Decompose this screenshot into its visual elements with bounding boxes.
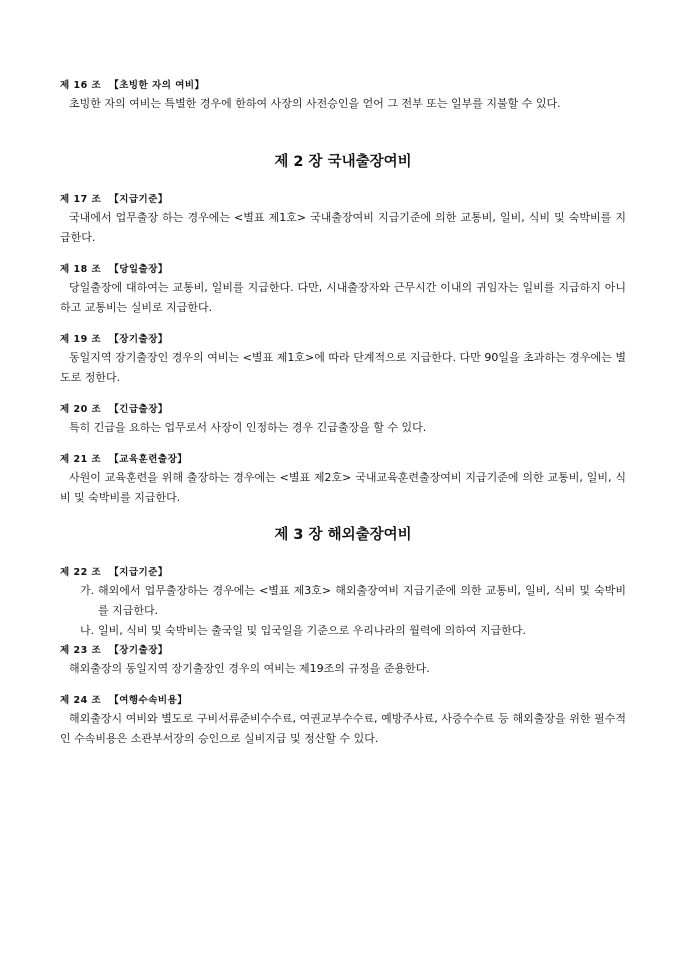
article-title: 【장기출장】 xyxy=(109,334,168,345)
article-title: 【여행수속비용】 xyxy=(109,695,188,706)
article-20-body: 특히 긴급을 요하는 업무로서 사장이 인정하는 경우 긴급출장을 할 수 있다. xyxy=(69,421,427,434)
list-item xyxy=(60,581,626,621)
article-20-heading xyxy=(60,402,626,418)
article-19-body: 동일지역 장기출장인 경우의 여비는 <별표 제1호>에 따라 단계적으로 지급한다. 다만 90일을 초과하는 경우에는 별도로 정한다. xyxy=(60,351,626,384)
article-title: 【초빙한 자의 여비】 xyxy=(109,80,205,91)
article-number: 제 18 조 xyxy=(60,264,102,275)
article-16-heading xyxy=(60,78,626,94)
article-23-body: 해외출장의 동일지역 장기출장인 경우의 여비는 제19조의 규정을 준용한다. xyxy=(69,662,430,675)
article-number: 제 24 조 xyxy=(60,695,102,706)
chapter-3-heading: 제 3 장 해외출장여비 xyxy=(274,527,412,543)
article-19-heading xyxy=(60,332,626,348)
list-text: 일비, 식비 및 숙박비는 출국일 및 입국일을 기준으로 우리나라의 월력에 의하여 지급한다. xyxy=(98,624,526,637)
chapter-2-heading: 제 2 장 국내출장여비 xyxy=(274,154,412,170)
article-21-body: 사원이 교육훈련을 위해 출장하는 경우에는 <별표 제2호> 국내교육훈련출장여비 지급기준에 의한 교통비, 일비, 식비 및 숙박비를 지급한다. xyxy=(60,471,626,504)
article-title: 【장기출장】 xyxy=(109,645,168,656)
article-number: 제 20 조 xyxy=(60,404,102,415)
article-17-body: 국내에서 업무출장 하는 경우에는 <별표 제1호> 국내출장여비 지급기준에 의한 교통비, 일비, 식비 및 숙박비를 지급한다. xyxy=(60,211,626,244)
article-title: 【교육훈련출장】 xyxy=(109,454,188,465)
article-24-body: 해외출장시 여비와 별도로 구비서류준비수수료, 여권교부수수료, 예방주사료, 사증수수료 등 해외출장을 위한 필수적인 수속비용은 소관부서장의 승인으로 실비지급 및 정산할 수 있다. xyxy=(60,712,626,745)
document-page xyxy=(60,74,626,749)
article-16-body: 초빙한 자의 여비는 특별한 경우에 한하여 사장의 사전승인을 얻어 그 전부 또는 일부를 지불할 수 있다. xyxy=(69,97,561,110)
article-18-body: 당일출장에 대하여는 교통비, 일비를 지급한다. 다만, 시내출장자와 근무시간 이내의 귀임자는 일비를 지급하지 아니하고 교통비는 실비로 지급한다. xyxy=(60,281,626,314)
article-18-heading xyxy=(60,262,626,278)
list-item xyxy=(60,621,626,641)
article-17-heading xyxy=(60,192,626,208)
list-marker: 나. xyxy=(80,624,95,637)
article-24-heading xyxy=(60,693,626,709)
article-21-heading xyxy=(60,452,626,468)
article-number: 제 17 조 xyxy=(60,194,102,205)
article-22-heading xyxy=(60,565,626,581)
article-23-heading xyxy=(60,643,626,659)
list-marker: 가. xyxy=(80,584,95,597)
article-title: 【지급기준】 xyxy=(109,567,168,578)
list-text: 해외에서 업무출장하는 경우에는 <별표 제3호> 해외출장여비 지급기준에 의한 교통비, 일비, 식비 및 숙박비를 지급한다. xyxy=(98,584,626,617)
article-number: 제 22 조 xyxy=(60,567,102,578)
article-number: 제 23 조 xyxy=(60,645,102,656)
article-title: 【긴급출장】 xyxy=(109,404,168,415)
article-number: 제 19 조 xyxy=(60,334,102,345)
article-title: 【당일출장】 xyxy=(109,264,168,275)
article-number: 제 16 조 xyxy=(60,80,102,91)
article-title: 【지급기준】 xyxy=(109,194,168,205)
article-number: 제 21 조 xyxy=(60,454,102,465)
